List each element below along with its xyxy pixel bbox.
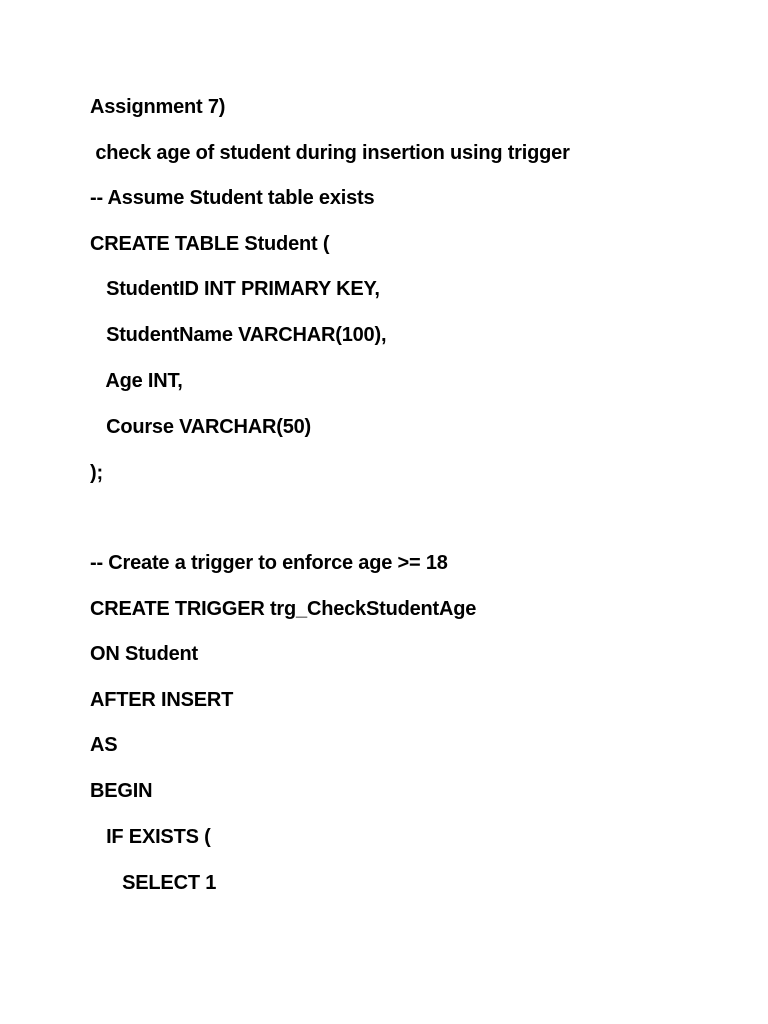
code-comment: -- Create a trigger to enforce age >= 18 xyxy=(90,552,448,574)
code-line: AFTER INSERT xyxy=(90,689,234,711)
code-comment: -- Assume Student table exists xyxy=(90,187,375,209)
code-line: StudentName VARCHAR(100), xyxy=(90,324,387,346)
code-line: CREATE TRIGGER trg_CheckStudentAge xyxy=(90,598,477,620)
assignment-description: check age of student during insertion using trigger xyxy=(90,142,570,164)
code-line: ON Student xyxy=(90,643,198,665)
code-line: SELECT 1 xyxy=(90,872,217,894)
code-line: CREATE TABLE Student ( xyxy=(90,233,330,255)
code-line: Course VARCHAR(50) xyxy=(90,416,312,438)
code-line: Age INT, xyxy=(90,370,183,392)
code-line: AS xyxy=(90,734,118,756)
code-line: ); xyxy=(90,462,103,484)
assignment-heading: Assignment 7) xyxy=(90,96,226,118)
code-line: IF EXISTS ( xyxy=(90,826,211,848)
code-line: BEGIN xyxy=(90,780,153,802)
code-line: StudentID INT PRIMARY KEY, xyxy=(90,278,380,300)
